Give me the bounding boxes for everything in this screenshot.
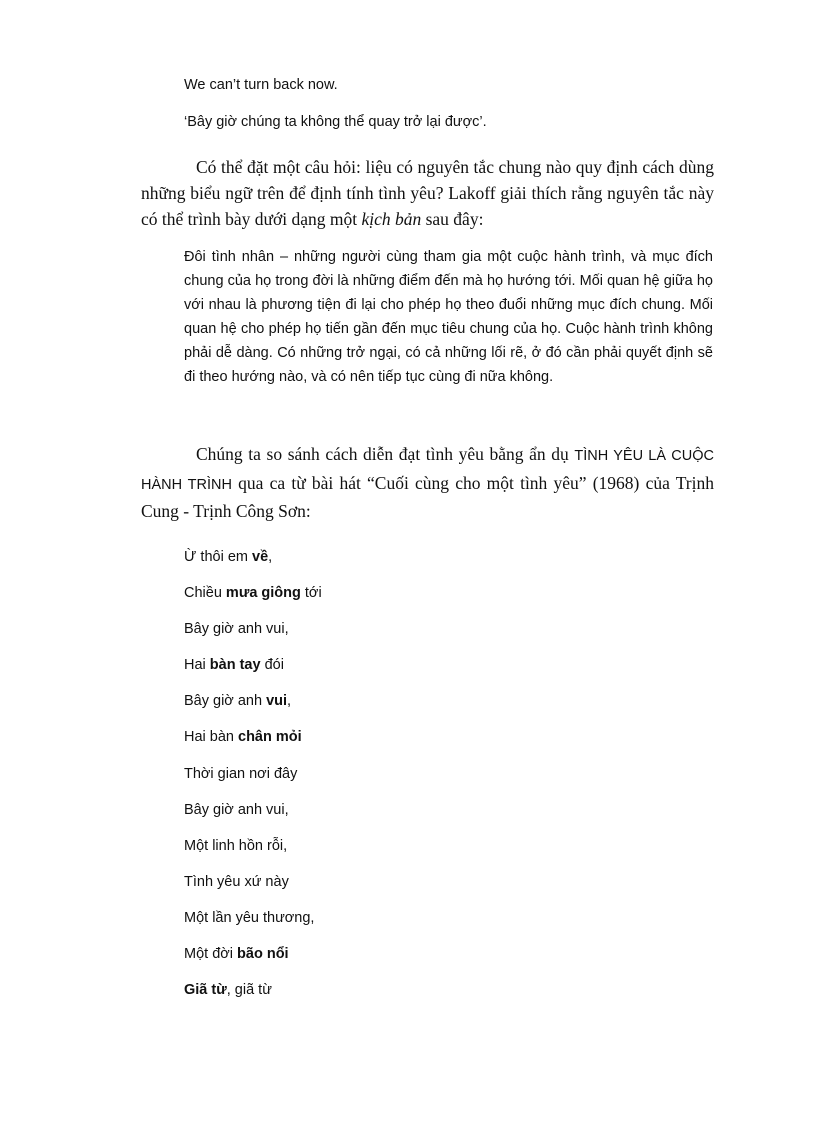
lyric-line [184, 728, 322, 764]
lyric-text: Ừ thôi em [184, 549, 252, 565]
paragraph-question-tail: sau đây: [421, 209, 484, 229]
lyric-line [184, 801, 322, 837]
lyric-line [184, 656, 322, 692]
lyric-emphasis: Giã từ [184, 982, 227, 999]
lyric-line [184, 909, 322, 945]
lyric-text: Thời gian nơi đây [184, 765, 298, 782]
lyric-text: Một lần yêu thương, [184, 909, 315, 926]
metaphor-label: TÌNH YÊU LÀ CUỘC HÀNH TRÌNH [141, 448, 714, 493]
lyric-line [184, 765, 322, 801]
lyric-line [184, 692, 322, 728]
lyric-line [184, 945, 322, 981]
song-lyrics [184, 548, 322, 1017]
paragraph-comparison [141, 441, 714, 525]
lyric-text: Bây giờ anh vui, [184, 801, 289, 818]
lyric-text: Chiều [184, 585, 226, 602]
lyric-emphasis: vui [266, 693, 288, 710]
lyric-text: Một linh hồn rỗi, [184, 837, 288, 854]
lyric-emphasis: bão nổi [237, 946, 289, 963]
lyric-text: Một đời [184, 946, 238, 963]
lyric-line [184, 837, 322, 873]
lyric-text-tail: , [268, 549, 273, 565]
block-quote-script: Đôi tình nhân – những người cùng tham gia một cuộc hành trình, và mục đích chung của họ trong đời là những điểm đến mà họ hướng tới. Mối quan hệ giữa họ với nhau là phương tiện đi lại cho phép họ theo đuổi những mục đích chung. Mối quan hệ cho phép họ tiến gần đến mục tiêu chung của họ. Cuộc hành trình không phải dễ dàng. Có những trở ngại, có cả những lối rẽ, ở đó cần phải quyết định sẽ đi theo hướng nào, và có nên tiếp tục cùng đi nữa không. [184, 249, 713, 385]
lyric-line [184, 548, 322, 584]
paragraph-question [141, 154, 714, 232]
lyric-line [184, 620, 322, 656]
lyric-line [184, 873, 322, 909]
lyric-text: Hai bàn [184, 729, 239, 746]
lyric-emphasis: bàn tay [209, 657, 261, 674]
paragraph-question-italic: kịch bản [361, 209, 422, 229]
paragraph-question-text: Có thể đặt một câu hỏi: liệu có nguyên tắc chung nào quy định cách dùng những biểu ngữ trên để định tính tình yêu? Lakoff giải thích rằng nguyên tắc này có thể trình bày dưới dạng một [141, 157, 714, 229]
example-english: We can’t turn back now. [184, 77, 338, 93]
lyric-text: Bây giờ anh vui, [184, 621, 289, 638]
lyric-emphasis: về [252, 549, 269, 565]
lyric-text: Tình yêu xứ này [184, 873, 289, 890]
paragraph-comparison-text: Chúng ta so sánh cách diễn đạt tình yêu bằng ẩn dụ [196, 444, 575, 464]
lyric-text-tail: tới [300, 585, 322, 602]
lyric-text: Hai [184, 657, 210, 674]
example-vietnamese: ‘Bây giờ chúng ta không thể quay trở lại được’. [184, 114, 487, 130]
lyric-text-tail: đói [260, 657, 284, 674]
lyric-line [184, 981, 322, 1017]
paragraph-comparison-tail: qua ca từ bài hát “Cuối cùng cho một tình yêu” (1968) của Trịnh Cung - Trịnh Công Sơn: [141, 472, 714, 521]
lyric-emphasis: mưa giông [225, 585, 301, 602]
lyric-text-tail: , [287, 693, 292, 710]
lyric-line [184, 584, 322, 620]
lyric-text-tail: , giã từ [226, 982, 272, 999]
lyric-emphasis: chân mỏi [238, 729, 302, 746]
lyric-text: Bây giờ anh [184, 693, 267, 710]
